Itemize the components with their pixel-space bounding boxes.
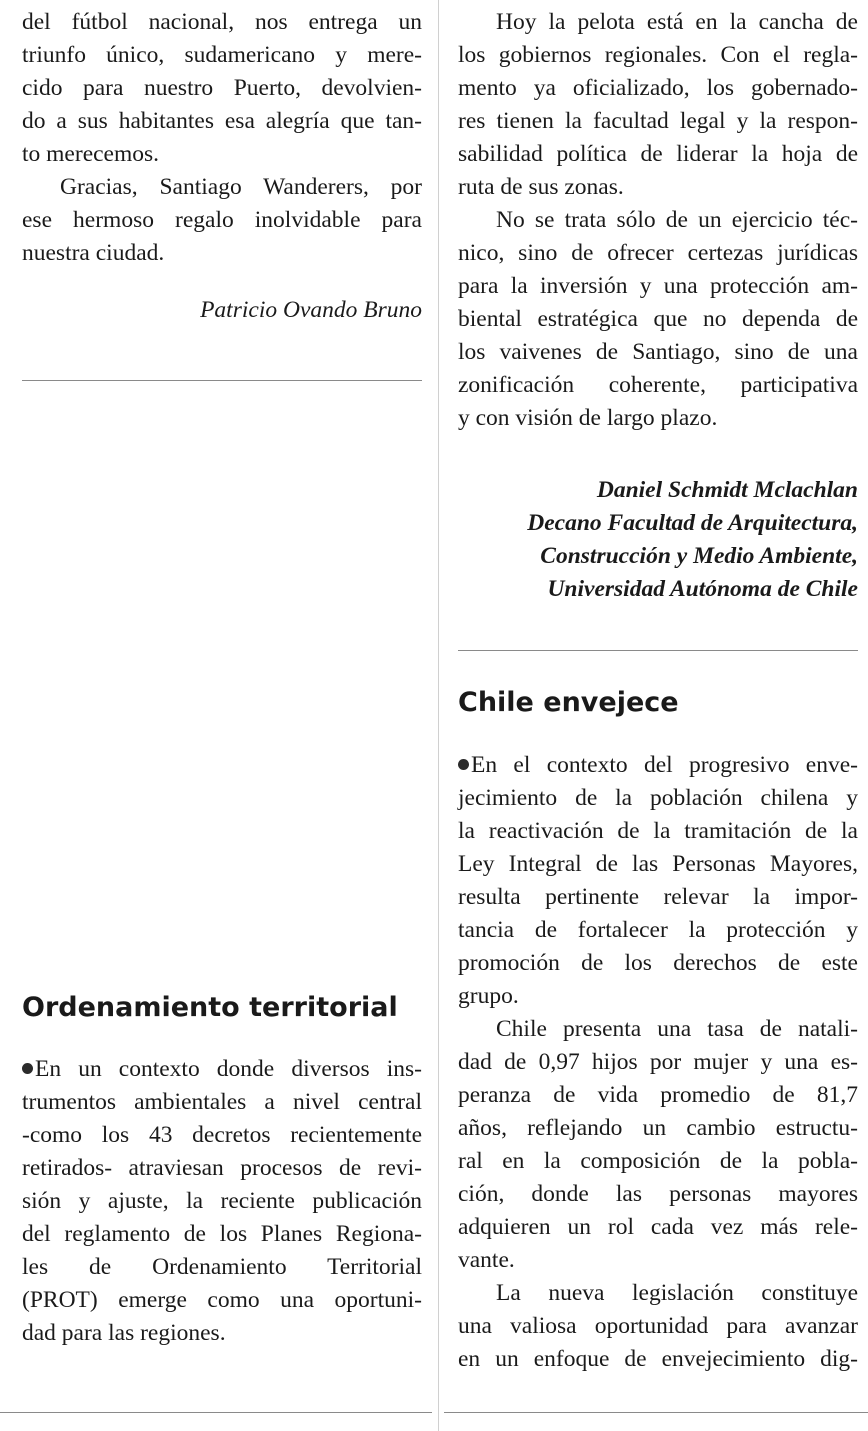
- text-line: resulta pertinente relevar la impor-: [458, 884, 858, 910]
- text-line: promoción de los derechos de este: [458, 950, 858, 976]
- text-line: res tienen la facultad legal y la respon-: [458, 108, 858, 134]
- text-line: ral en la composición de la pobla-: [458, 1148, 858, 1174]
- article-title-chile-envejece: Chile envejece: [458, 687, 679, 718]
- text-line: to merecemos.: [22, 141, 160, 167]
- text-line: do a sus habitantes esa alegría que tan-: [22, 108, 422, 134]
- text-line: nuestra ciudad.: [22, 240, 165, 266]
- text-line: la reactivación de la tramitación de la: [458, 818, 858, 844]
- text-line: Gracias, Santiago Wanderers, por: [60, 174, 422, 200]
- text-line: sabilidad política de liderar la hoja de: [458, 141, 858, 167]
- section-divider: [22, 380, 422, 381]
- author-title: Decano Facultad de Arquitectura,: [527, 510, 858, 536]
- text-line: sión y ajuste, la reciente publicación: [22, 1188, 422, 1214]
- text-line: grupo.: [458, 983, 519, 1009]
- text-line: los gobiernos regionales. Con el regla-: [458, 42, 858, 68]
- bullet-dot-icon: [22, 1063, 33, 1074]
- text-line: y con visión de largo plazo.: [458, 405, 718, 431]
- author-university: Universidad Autónoma de Chile: [547, 576, 858, 602]
- text-line: La nueva legislación constituye: [496, 1280, 858, 1306]
- text-line: tancia de fortalecer la protección y: [458, 917, 858, 943]
- text-line: cido para nuestro Puerto, devolvien-: [22, 75, 422, 101]
- text-line: dad de 0,97 hijos por mujer y una es-: [458, 1049, 858, 1075]
- text-line: zonificación coherente, participativa: [458, 372, 858, 398]
- text-line: ese hermoso regalo inolvidable para: [22, 207, 422, 233]
- text-line: (PROT) emerge como una oportuni-: [22, 1287, 422, 1313]
- text-line: retirados- atraviesan procesos de revi-: [22, 1155, 422, 1181]
- text-line: biental estratégica que no dependa de: [458, 306, 858, 332]
- text-line: les de Ordenamiento Territorial: [22, 1254, 422, 1280]
- text-line: del reglamento de los Planes Regiona-: [22, 1221, 422, 1247]
- letter-signature: Patricio Ovando Bruno: [200, 297, 422, 323]
- text-line: mento ya oficializado, los gobernado-: [458, 75, 858, 101]
- text-line: nico, sino de ofrecer certezas jurídicas: [458, 240, 858, 266]
- text-line: ruta de sus zonas.: [458, 174, 624, 200]
- text-line: Ley Integral de las Personas Mayores,: [458, 851, 858, 877]
- text-line: ción, donde las personas mayores: [458, 1181, 858, 1207]
- text-line: una valiosa oportunidad para avanzar: [458, 1313, 858, 1339]
- text-line: En un contexto donde diversos ins-: [22, 1053, 422, 1086]
- text-line: dad para las regiones.: [22, 1320, 226, 1346]
- text-line: vante.: [458, 1247, 515, 1273]
- text-line: peranza de vida promedio de 81,7: [458, 1082, 858, 1108]
- text-line: Chile presenta una tasa de natali-: [496, 1016, 858, 1042]
- text-line: los vaivenes de Santiago, sino de una: [458, 339, 858, 365]
- text-line: No se trata sólo de un ejercicio téc-: [496, 207, 858, 233]
- text-line: En el contexto del progresivo enve-: [458, 749, 858, 782]
- text-line: para la inversión y una protección am-: [458, 273, 858, 299]
- text-line: Hoy la pelota está en la cancha de: [496, 9, 858, 35]
- text-line: -como los 43 decretos recientemente: [22, 1122, 422, 1148]
- text-line: jecimiento de la población chilena y: [458, 785, 858, 811]
- section-divider: [458, 650, 858, 651]
- page-bottom-rule-left: [0, 1412, 432, 1413]
- author-name: Daniel Schmidt Mclachlan: [596, 477, 858, 503]
- text-line: triunfo único, sudamericano y mere-: [22, 42, 422, 68]
- page-bottom-rule-right: [444, 1412, 868, 1413]
- text-line: trumentos ambientales a nivel central: [22, 1089, 422, 1115]
- article-title-ordenamiento: Ordenamiento territorial: [22, 992, 398, 1023]
- text-line: del fútbol nacional, nos entrega un: [22, 9, 422, 35]
- text-line: adquieren un rol cada vez más rele-: [458, 1214, 858, 1240]
- author-faculty: Construcción y Medio Ambiente,: [540, 543, 858, 569]
- bullet-dot-icon: [458, 759, 469, 770]
- column-divider: [438, 0, 439, 1431]
- text-line: años, reflejando un cambio estructu-: [458, 1115, 858, 1141]
- text-line: en un enfoque de envejecimiento dig-: [458, 1346, 858, 1372]
